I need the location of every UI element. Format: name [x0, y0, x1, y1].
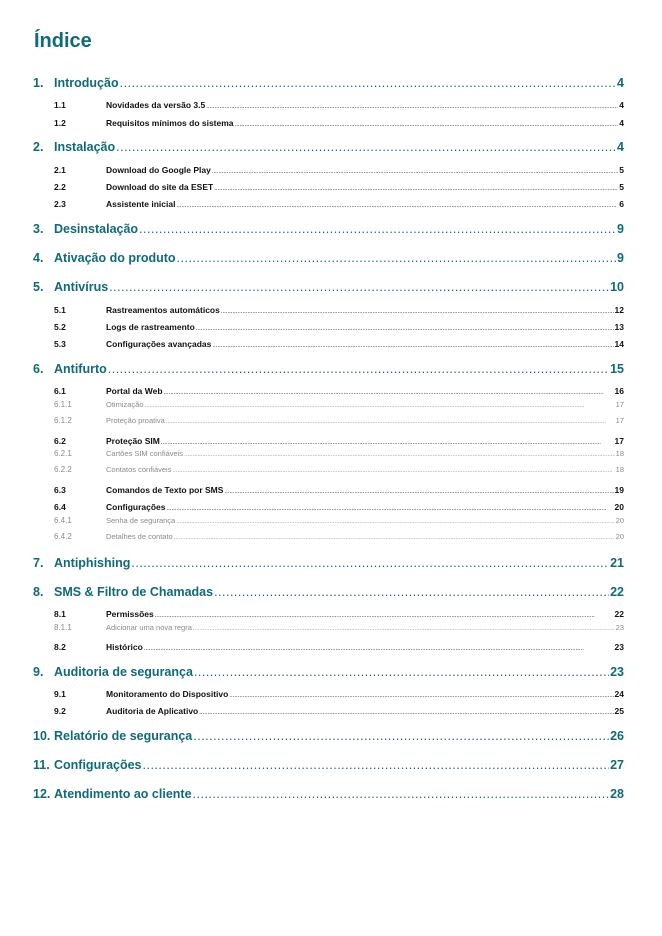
toc-title: Senha de segurança	[106, 516, 176, 525]
toc-number: 6.1.2	[54, 416, 72, 425]
toc-entry[interactable]	[54, 305, 624, 315]
toc-entry[interactable]	[33, 787, 624, 801]
toc-title: Permissões	[106, 609, 154, 619]
toc-title: Atendimento ao cliente	[54, 787, 192, 801]
toc-page: 20	[614, 502, 624, 512]
toc-leader	[193, 626, 615, 632]
toc-entry[interactable]	[33, 758, 624, 772]
toc-entry[interactable]	[54, 436, 624, 446]
page-title: Índice	[34, 30, 92, 52]
toc-number: 10.	[33, 729, 51, 743]
toc-entry[interactable]	[54, 465, 624, 474]
toc-page: 17	[614, 436, 624, 446]
toc-entry[interactable]	[54, 100, 624, 110]
toc-number: 4.	[33, 251, 44, 265]
toc-entry[interactable]	[33, 362, 624, 376]
toc-page: 5	[619, 165, 624, 175]
toc-entry[interactable]	[54, 386, 624, 396]
toc-entry[interactable]	[54, 532, 624, 541]
toc-page: 10	[610, 280, 624, 294]
toc-title: Configurações	[106, 502, 166, 512]
toc-entry[interactable]	[54, 339, 624, 349]
toc-entry[interactable]	[54, 609, 624, 619]
toc-leader	[229, 693, 613, 699]
toc-leader	[166, 419, 615, 425]
toc-title: SMS & Filtro de Chamadas	[54, 585, 214, 599]
toc-entry[interactable]	[54, 689, 624, 699]
toc-title: Instalação	[54, 140, 116, 154]
toc-leader	[161, 440, 614, 446]
toc-entry[interactable]	[33, 222, 624, 236]
toc-page: 5	[619, 182, 624, 192]
toc-entry[interactable]	[54, 322, 624, 332]
toc-page: 6	[619, 199, 624, 209]
toc-leader	[184, 452, 615, 458]
toc-entry[interactable]	[54, 165, 624, 175]
toc-page: 28	[610, 787, 624, 801]
toc-title: Novidades da versão 3.5	[106, 100, 206, 110]
toc-entry[interactable]	[54, 416, 624, 425]
toc-page: 9	[617, 251, 624, 265]
toc-number: 5.1	[54, 305, 66, 315]
toc-title: Contatos confiáveis	[106, 465, 172, 474]
toc-number: 8.2	[54, 642, 66, 652]
toc-page: 12	[614, 305, 624, 315]
toc-page: 4	[619, 100, 624, 110]
toc-title: Cartões SIM confiáveis	[106, 449, 184, 458]
toc-page: 26	[610, 729, 624, 743]
toc-number: 2.3	[54, 199, 66, 209]
toc-number: 2.1	[54, 165, 66, 175]
toc-title: Introdução	[54, 76, 119, 90]
toc-entry[interactable]	[54, 706, 624, 716]
toc-leader	[206, 104, 618, 110]
toc-leader	[172, 468, 614, 474]
toc-title: Configurações avançadas	[106, 339, 212, 349]
toc-title: Proteção proativa	[106, 416, 165, 425]
toc-number: 6.1	[54, 386, 66, 396]
toc-title: Histórico	[106, 642, 143, 652]
toc-page: 23	[610, 665, 624, 679]
toc-entry[interactable]	[54, 182, 624, 192]
toc-entry[interactable]	[33, 556, 624, 570]
toc-page: 18	[615, 449, 624, 458]
toc-number: 1.2	[54, 118, 66, 128]
toc-number: 6.	[33, 362, 44, 376]
toc-title: Download do Google Play	[106, 165, 211, 175]
toc-page: 23	[614, 642, 624, 652]
toc-number: 1.	[33, 76, 44, 90]
toc-page: 23	[615, 623, 624, 632]
toc-title: Auditoria de segurança	[54, 665, 193, 679]
toc-leader	[224, 489, 613, 495]
toc-leader	[194, 665, 609, 679]
toc-entry[interactable]	[54, 400, 624, 409]
toc-title: Ativação do produto	[54, 251, 176, 265]
toc-number: 3.	[33, 222, 44, 236]
toc-page: 18	[615, 465, 624, 474]
toc-leader	[193, 729, 609, 743]
toc-leader	[193, 787, 610, 801]
toc-leader	[174, 535, 615, 541]
toc-leader	[176, 203, 618, 209]
toc-number: 6.4.1	[54, 516, 72, 525]
toc-page: 27	[610, 758, 624, 772]
toc-entry[interactable]	[54, 642, 624, 652]
toc-page: 17	[615, 400, 624, 409]
toc-page: 13	[614, 322, 624, 332]
toc-title: Rastreamentos automáticos	[106, 305, 220, 315]
toc-leader	[177, 251, 617, 265]
toc-title: Monitoramento do Dispositivo	[106, 689, 229, 699]
toc-number: 9.	[33, 665, 44, 679]
toc-title: Requisitos mínimos do sistema	[106, 118, 234, 128]
toc-leader	[139, 222, 616, 236]
toc-title: Auditoria de Aplicativo	[106, 706, 199, 716]
toc-leader	[131, 556, 609, 570]
toc-entry[interactable]	[54, 449, 624, 458]
toc-leader	[167, 506, 614, 512]
toc-title: Configurações	[54, 758, 142, 772]
toc-leader	[109, 280, 609, 294]
toc-leader	[144, 646, 614, 652]
toc-leader	[212, 169, 618, 175]
toc-page: 17	[615, 416, 624, 425]
toc-number: 6.2.1	[54, 449, 72, 458]
toc-entry[interactable]	[54, 516, 624, 525]
toc-page: 22	[610, 585, 624, 599]
toc-number: 9.2	[54, 706, 66, 716]
toc-number: 12.	[33, 787, 51, 801]
toc-page: 4	[617, 76, 624, 90]
toc-page: 16	[614, 386, 624, 396]
toc-number: 9.1	[54, 689, 66, 699]
toc-page: 19	[614, 485, 624, 495]
toc-leader	[221, 309, 614, 315]
toc-leader	[116, 140, 616, 154]
toc-page: 20	[615, 516, 624, 525]
toc-title: Comandos de Texto por SMS	[106, 485, 224, 495]
toc-page: 20	[615, 532, 624, 541]
toc-number: 6.1.1	[54, 400, 72, 409]
toc-title: Antiphishing	[54, 556, 131, 570]
toc-leader	[212, 343, 613, 349]
toc-entry[interactable]	[33, 585, 624, 599]
toc-number: 7.	[33, 556, 44, 570]
toc-number: 6.2.2	[54, 465, 72, 474]
toc-page: 15	[610, 362, 624, 376]
toc-title: Antifurto	[54, 362, 107, 376]
toc-page: 9	[617, 222, 624, 236]
toc-number: 8.	[33, 585, 44, 599]
toc-leader	[155, 613, 614, 619]
toc-entry[interactable]	[54, 502, 624, 512]
toc-leader	[108, 362, 609, 376]
toc-entry[interactable]	[54, 118, 624, 128]
toc-title: Relatório de segurança	[54, 729, 193, 743]
toc-title: Proteção SIM	[106, 436, 160, 446]
toc-number: 11.	[33, 758, 50, 772]
toc-title: Antivírus	[54, 280, 109, 294]
toc-number: 6.4	[54, 502, 66, 512]
toc-entry[interactable]	[54, 199, 624, 209]
toc-leader	[120, 76, 616, 90]
toc-leader	[214, 186, 618, 192]
toc-title: Download do site da ESET	[106, 182, 214, 192]
toc-title: Adicionar uma nova regra	[106, 623, 192, 632]
toc-number: 5.3	[54, 339, 66, 349]
toc-entry[interactable]	[54, 485, 624, 495]
toc-number: 6.4.2	[54, 532, 72, 541]
toc-number: 6.3	[54, 485, 66, 495]
toc-page: 4	[617, 140, 624, 154]
toc-leader	[196, 326, 614, 332]
toc-leader	[199, 710, 613, 716]
toc-leader	[164, 390, 614, 396]
toc-entry[interactable]	[33, 280, 624, 294]
toc-leader	[176, 519, 614, 525]
toc-page: 22	[614, 609, 624, 619]
toc-title: Desinstalação	[54, 222, 139, 236]
toc-number: 5.	[33, 280, 44, 294]
toc-number: 8.1	[54, 609, 66, 619]
toc-title: Portal da Web	[106, 386, 163, 396]
toc-page: 24	[614, 689, 624, 699]
toc-number: 2.	[33, 140, 44, 154]
toc-page: 21	[610, 556, 624, 570]
toc-number: 6.2	[54, 436, 66, 446]
toc-leader	[214, 585, 609, 599]
toc-number: 2.2	[54, 182, 66, 192]
toc-entry[interactable]	[33, 251, 624, 265]
toc-title: Detalhes de contato	[106, 532, 173, 541]
toc-entry[interactable]	[33, 665, 624, 679]
toc-number: 1.1	[54, 100, 66, 110]
toc-leader	[145, 403, 615, 409]
toc-page: 14	[614, 339, 624, 349]
toc-number: 5.2	[54, 322, 66, 332]
toc-entry[interactable]	[54, 623, 624, 632]
toc-title: Otimização	[106, 400, 144, 409]
toc-title: Logs de rastreamento	[106, 322, 195, 332]
toc-page: 25	[614, 706, 624, 716]
toc-leader	[235, 122, 619, 128]
toc-leader	[143, 758, 610, 772]
toc-title: Assistente inicial	[106, 199, 176, 209]
toc-entry[interactable]	[33, 76, 624, 90]
toc-number: 8.1.1	[54, 623, 72, 632]
toc-page: 4	[619, 118, 624, 128]
toc-entry[interactable]	[33, 140, 624, 154]
toc-entry[interactable]	[33, 729, 624, 743]
